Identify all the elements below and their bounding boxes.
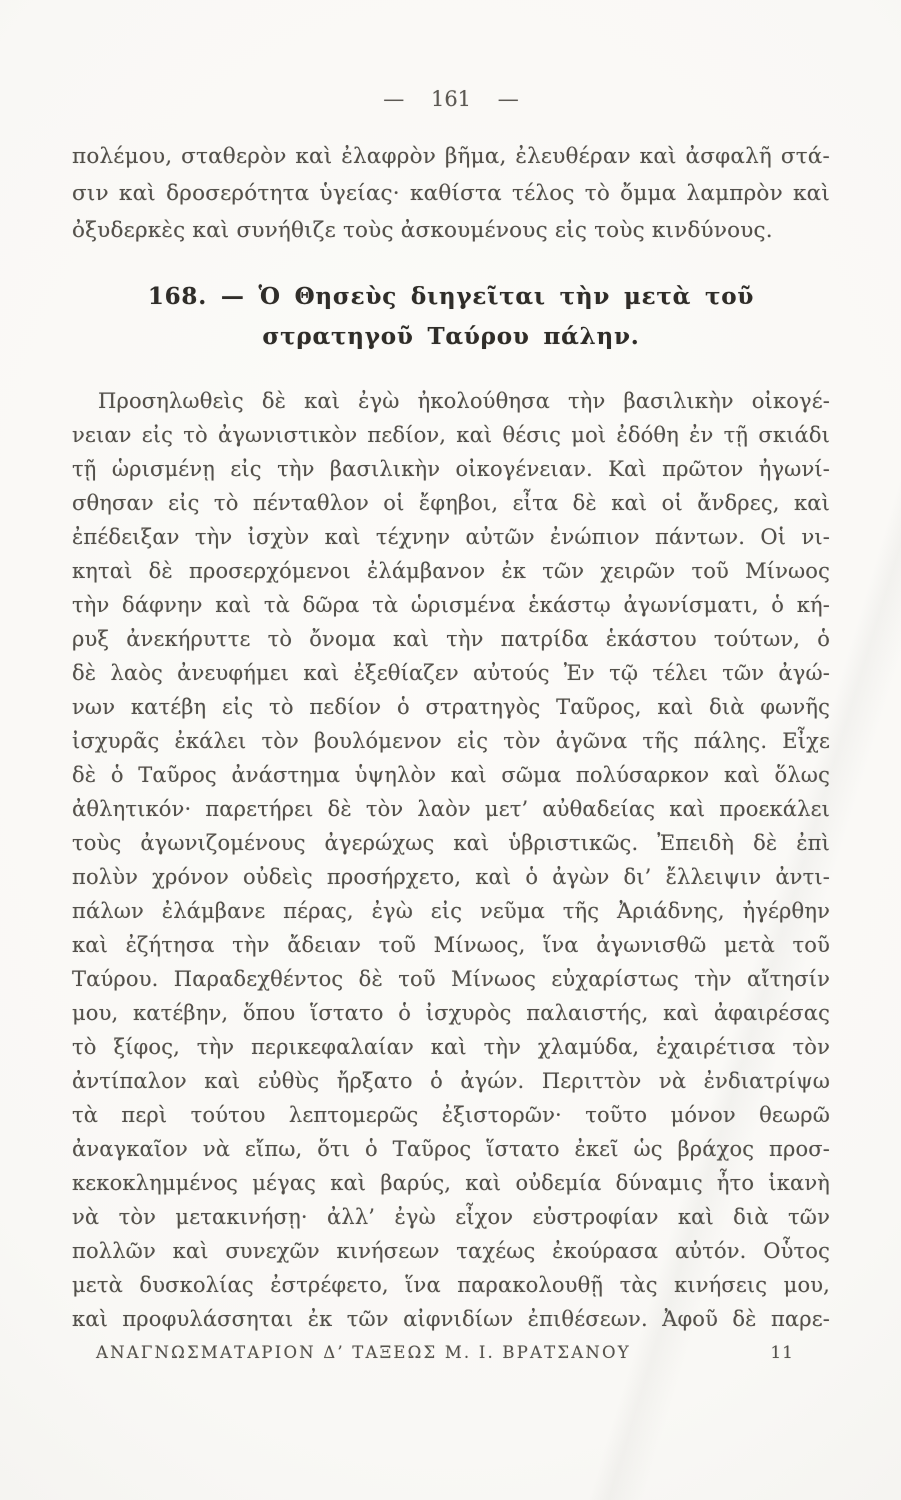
footer-signature-number: 11 bbox=[770, 1343, 794, 1363]
body-paragraph-line: ἐπέδειξαν τὴν ἰσχὺν καὶ τέχνην αὐτῶν ἐνώπιον πάντων. Οἱ νι- bbox=[72, 525, 830, 549]
body-paragraph-line: ἀναγκαῖον νὰ εἴπω, ὅτι ὁ Ταῦρος ἵστατο ἐκεῖ ὡς βράχος προσ- bbox=[72, 1137, 830, 1161]
body-paragraph-line: τὸ ξίφος, τὴν περικεφαλαίαν καὶ τὴν χλαμύδα, ἐχαιρέτισα τὸν bbox=[72, 1035, 830, 1059]
intro-paragraph-line: σιν καὶ δροσερότητα ὑγείας· καθίστα τέλος τὸ ὄμμα λαμπρὸν καὶ bbox=[72, 181, 830, 206]
footer-series-title: ΑΝΑΓΝΩΣΜΑΤΑΡΙΟΝ Δ’ ΤΑΞΕΩΣ Μ. Ι. ΒΡΑΤΣΑΝΟΥ bbox=[96, 1343, 631, 1362]
body-paragraph-line: ρυξ ἀνεκήρυττε τὸ ὄνομα καὶ τὴν πατρίδα ἑκάστου τούτων, ὁ bbox=[72, 627, 830, 651]
body-paragraph-line: τοὺς ἀγωνιζομένους ἀγερώχως καὶ ὑβριστικῶς. Ἐπειδὴ δὲ ἐπὶ bbox=[72, 831, 830, 855]
body-paragraph-line: νὰ τὸν μετακινήσῃ· ἀλλ’ ἐγὼ εἶχον εὐστροφίαν καὶ διὰ τῶν bbox=[72, 1205, 830, 1229]
body-paragraph-line: νων κατέβη εἰς τὸ πεδίον ὁ στρατηγὸς Ταῦρος, καὶ διὰ φωνῆς bbox=[72, 695, 830, 719]
body-paragraph-line: Ταύρου. Παραδεχθέντος δὲ τοῦ Μίνωος εὐχαρίστως τὴν αἴτησίν bbox=[72, 967, 830, 991]
body-paragraph-line: τὴν δάφνην καὶ τὰ δῶρα τὰ ὡρισμένα ἑκάστῳ ἀγωνίσματι, ὁ κή- bbox=[72, 593, 830, 617]
body-paragraph-line: Προσηλωθεὶς δὲ καὶ ἐγὼ ἠκολούθησα τὴν βασιλικὴν οἰκογέ- bbox=[98, 389, 830, 413]
body-paragraph-line: κηταὶ δὲ προσερχόμενοι ἐλάμβανον ἐκ τῶν χειρῶν τοῦ Μίνωος bbox=[72, 559, 830, 583]
body-paragraph-line: μου, κατέβην, ὅπου ἵστατο ὁ ἰσχυρὸς παλαιστής, καὶ ἀφαιρέσας bbox=[72, 1001, 830, 1025]
body-paragraph-line: ἀντίπαλον καὶ εὐθὺς ἤρξατο ὁ ἀγών. Περιττὸν νὰ ἐνδιατρίψω bbox=[72, 1069, 830, 1093]
body-paragraph-line: ἰσχυρᾶς ἐκάλει τὸν βουλόμενον εἰς τὸν ἀγῶνα τῆς πάλης. Εἶχε bbox=[72, 729, 830, 753]
body-paragraph-line: ἀθλητικόν· παρετήρει δὲ τὸν λαὸν μετ’ αὐθαδείας καὶ προεκάλει bbox=[72, 797, 830, 821]
body-paragraph-line: πολλῶν καὶ συνεχῶν κινήσεων ταχέως ἐκούρασα αὐτόν. Οὗτος bbox=[72, 1239, 830, 1263]
page-number: — 161 — bbox=[383, 87, 519, 111]
intro-paragraph bbox=[72, 138, 830, 249]
section-heading-line: στρατηγοῦ Ταύρου πάλην. bbox=[262, 323, 640, 350]
body-paragraph-line: τῇ ὡρισμένῃ εἰς τὴν βασιλικὴν οἰκογένειαν. Καὶ πρῶτον ἠγωνί- bbox=[72, 457, 830, 481]
page-footer bbox=[72, 1342, 830, 1364]
intro-paragraph-line: πολέμου, σταθερὸν καὶ ἐλαφρὸν βῆμα, ἐλευθέραν καὶ ἀσφαλῆ στά- bbox=[72, 144, 830, 169]
body-paragraph-line: καὶ ἐζήτησα τὴν ἄδειαν τοῦ Μίνωος, ἵνα ἀγωνισθῶ μετὰ τοῦ bbox=[72, 933, 830, 957]
body-paragraph bbox=[72, 384, 830, 1336]
body-paragraph-line: πολὺν χρόνον οὐδεὶς προσήρχετο, καὶ ὁ ἀγὼν δι’ ἔλλειψιν ἀντι- bbox=[72, 865, 830, 889]
body-paragraph-line: δὲ ὁ Ταῦρος ἀνάστημα ὑψηλὸν καὶ σῶμα πολύσαρκον καὶ ὅλως bbox=[72, 763, 830, 787]
body-paragraph-line: δὲ λαὸς ἀνευφήμει καὶ ἐξεθίαζεν αὐτούς Ἐν τῷ τέλει τῶν ἀγώ- bbox=[72, 661, 830, 685]
body-paragraph-line: τὰ περὶ τούτου λεπτομερῶς ἐξιστορῶν· τοῦτο μόνον θεωρῶ bbox=[72, 1103, 830, 1127]
body-paragraph-line: μετὰ δυσκολίας ἐστρέφετο, ἵνα παρακολουθῇ τὰς κινήσεις μου, bbox=[72, 1273, 830, 1297]
body-paragraph-line: πάλων ἐλάμβανε πέρας, ἐγὼ εἰς νεῦμα τῆς Ἀριάδνης, ἠγέρθην bbox=[72, 899, 830, 923]
section-heading-line: 168. — Ὁ Θησεὺς διηγεῖται τὴν μετὰ τοῦ bbox=[147, 283, 755, 310]
intro-paragraph-line: ὀξυδερκὲς καὶ συνήθιζε τοὺς ἀσκουμένους εἰς τοὺς κινδύνους. bbox=[72, 218, 773, 243]
body-paragraph-line: σθησαν εἰς τὸ πένταθλον οἱ ἔφηβοι, εἶτα δὲ καὶ οἱ ἄνδρες, καὶ bbox=[72, 491, 830, 515]
section-heading bbox=[72, 277, 830, 357]
body-paragraph-line: νειαν εἰς τὸ ἀγωνιστικὸν πεδίον, καὶ θέσις μοὶ ἐδόθη ἐν τῇ σκιάδι bbox=[72, 423, 830, 447]
body-paragraph-line: καὶ προφυλάσσηται ἐκ τῶν αἰφνιδίων ἐπιθέσεων. Ἀφοῦ δὲ παρε- bbox=[72, 1307, 830, 1331]
body-paragraph-line: κεκοκλημμένος μέγας καὶ βαρύς, καὶ οὐδεμία δύναμις ἦτο ἱκανὴ bbox=[72, 1171, 830, 1195]
